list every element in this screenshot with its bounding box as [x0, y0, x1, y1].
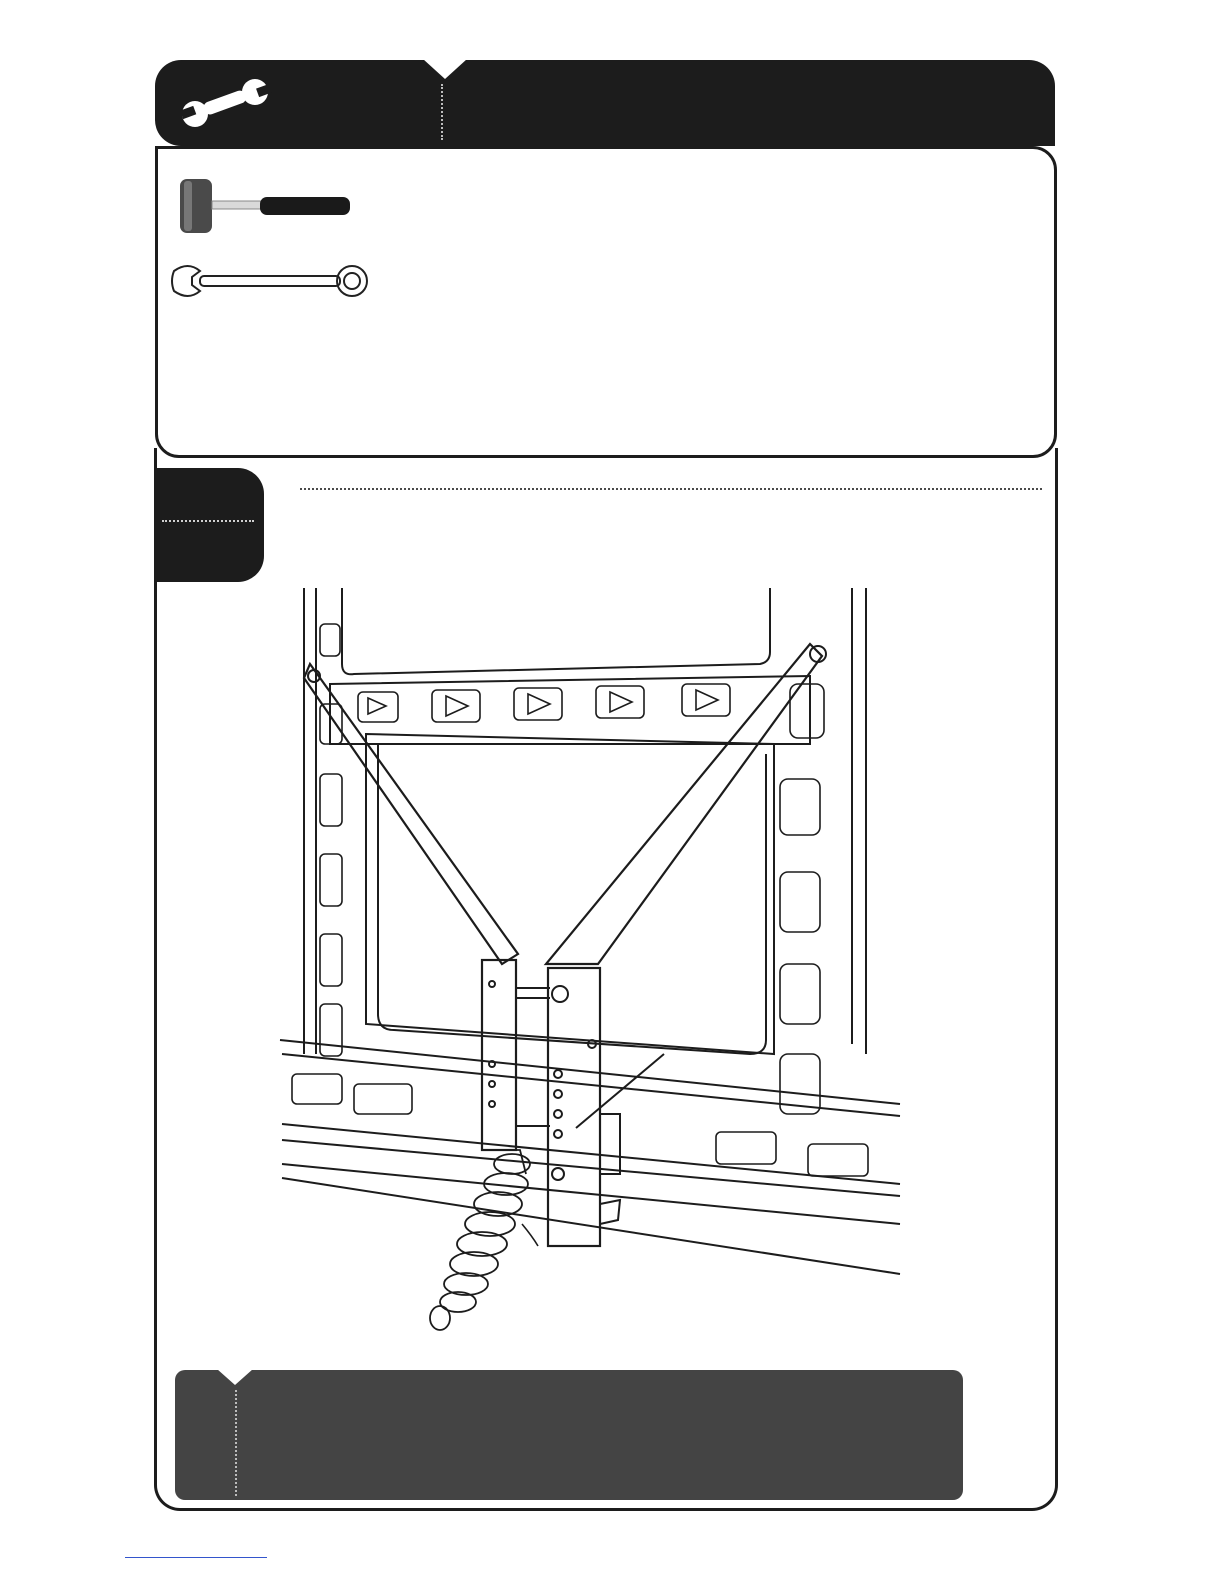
header-notch [423, 59, 467, 79]
tools-box [155, 146, 1057, 458]
combination-wrench-icon [170, 263, 370, 299]
note-notch [217, 1369, 253, 1385]
wrench-icon [175, 74, 275, 132]
section-header [155, 60, 1055, 146]
step-tab-divider [162, 520, 254, 522]
header-divider [441, 84, 443, 140]
mallet-icon [174, 175, 354, 237]
note-divider [235, 1390, 237, 1496]
note-box [175, 1370, 963, 1500]
step-number-tab [154, 468, 264, 582]
footer-link-underline [125, 1557, 267, 1558]
step-dotted-rule [300, 488, 1042, 490]
tv-mount-brackets-with-spring-illustration [270, 584, 910, 1334]
